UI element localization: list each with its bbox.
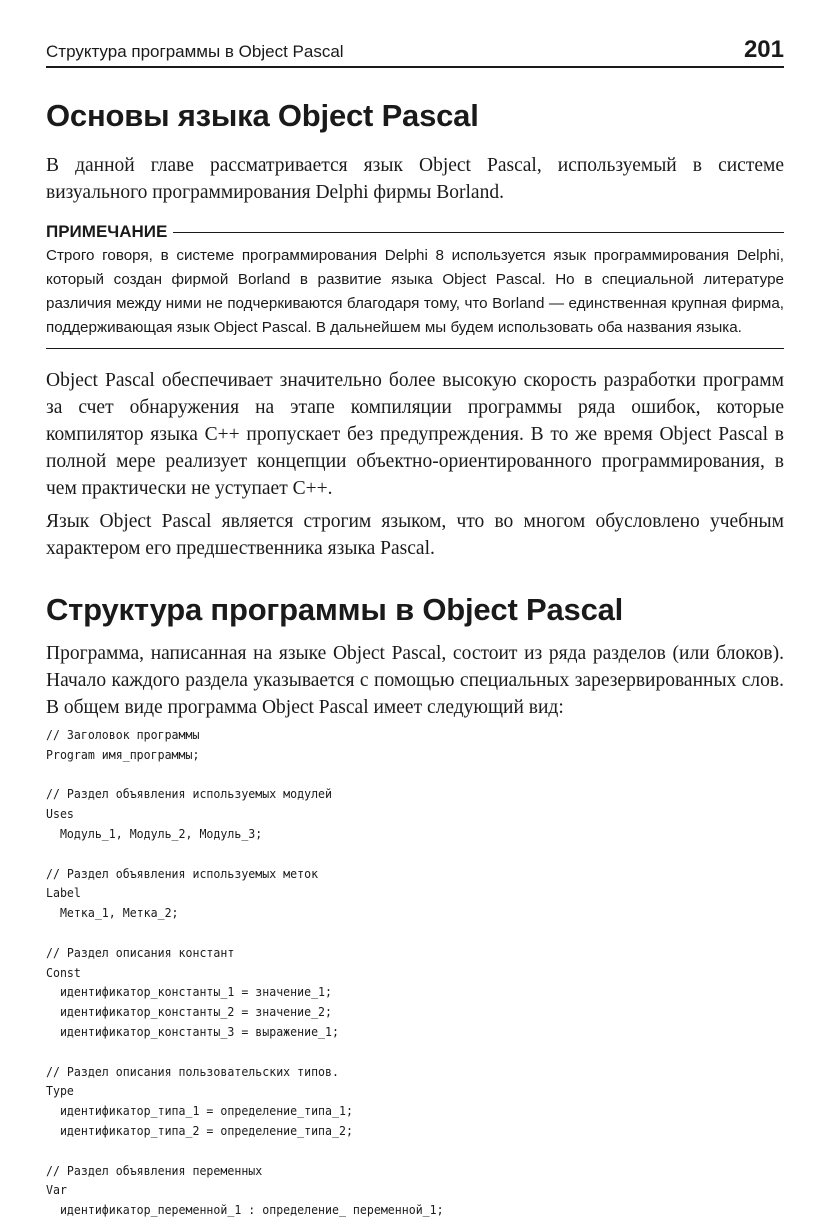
section-title-basics: Основы языка Object Pascal	[46, 98, 479, 133]
structure-intro-paragraph: Программа, написанная на языке Object Pascal, состоит из ряда разделов (или блоков). Начало каждого раздела указывается с помощью специальных зарезервированных слов. В общем виде программа Object Pascal имеет следующий вид:	[46, 643, 784, 718]
note-bottom-rule	[46, 348, 784, 349]
note-header	[46, 222, 784, 242]
paragraph-speed: Object Pascal обеспечивает значительно более высокую скорость разработки программ за счет обнаружения на этапе компиляции программы ряда ошибок, которые компилятор языка C++ пропускает без предупреждения. В то же время Object Pascal в полной мере реализует концепции объектно-ориентированного программирования, в чем практически не уступает C++.	[46, 370, 784, 499]
page-number: 201	[743, 36, 784, 63]
code-listing: // Заголовок программы Program имя_программы; // Раздел объявления используемых модулей Uses Модуль_1, Модуль_2, Модуль_3; // Раздел объявления используемых меток Label Метка_1, Метка_2; // Раздел описания констант Const идентификатор_константы_1 = значение_1; идентификатор_константы_2 = значение_2; идентификатор_константы_3 = выражение_1; // Раздел описания пользовательских типов. Type идентификатор_типа_1 = определение_типа_1; идентификатор_типа_2 = определение_типа_2; // Раздел объявления переменных Var идентификатор_переменной_1 : определение_ переменной_1;	[46, 727, 444, 1218]
note-label: ПРИМЕЧАНИЕ	[46, 222, 168, 241]
running-header	[46, 38, 784, 68]
note-rule	[173, 232, 784, 233]
note-text: Строго говоря, в системе программирования Delphi 8 используется язык программирования Delphi, который создан фирмой Borland в развитие языка Object Pascal. Но в специальной литературе различия между ними не подчеркиваются благодаря тому, что Borland — единственная крупная фирма, поддерживающая язык Object Pascal. В дальнейшем мы будем использовать оба названия языка.	[46, 247, 784, 336]
book-page	[46, 38, 784, 1220]
section-title-structure: Структура программы в Object Pascal	[46, 592, 624, 627]
intro-paragraph: В данной главе рассматривается язык Object Pascal, используемый в системе визуального программирования Delphi фирмы Borland.	[46, 155, 784, 203]
paragraph-strict: Язык Object Pascal является строгим языком, что во многом обусловлено учебным характером его предшественника языка Pascal.	[46, 511, 784, 559]
running-title: Структура программы в Object Pascal	[46, 42, 344, 61]
note-block	[46, 222, 784, 349]
